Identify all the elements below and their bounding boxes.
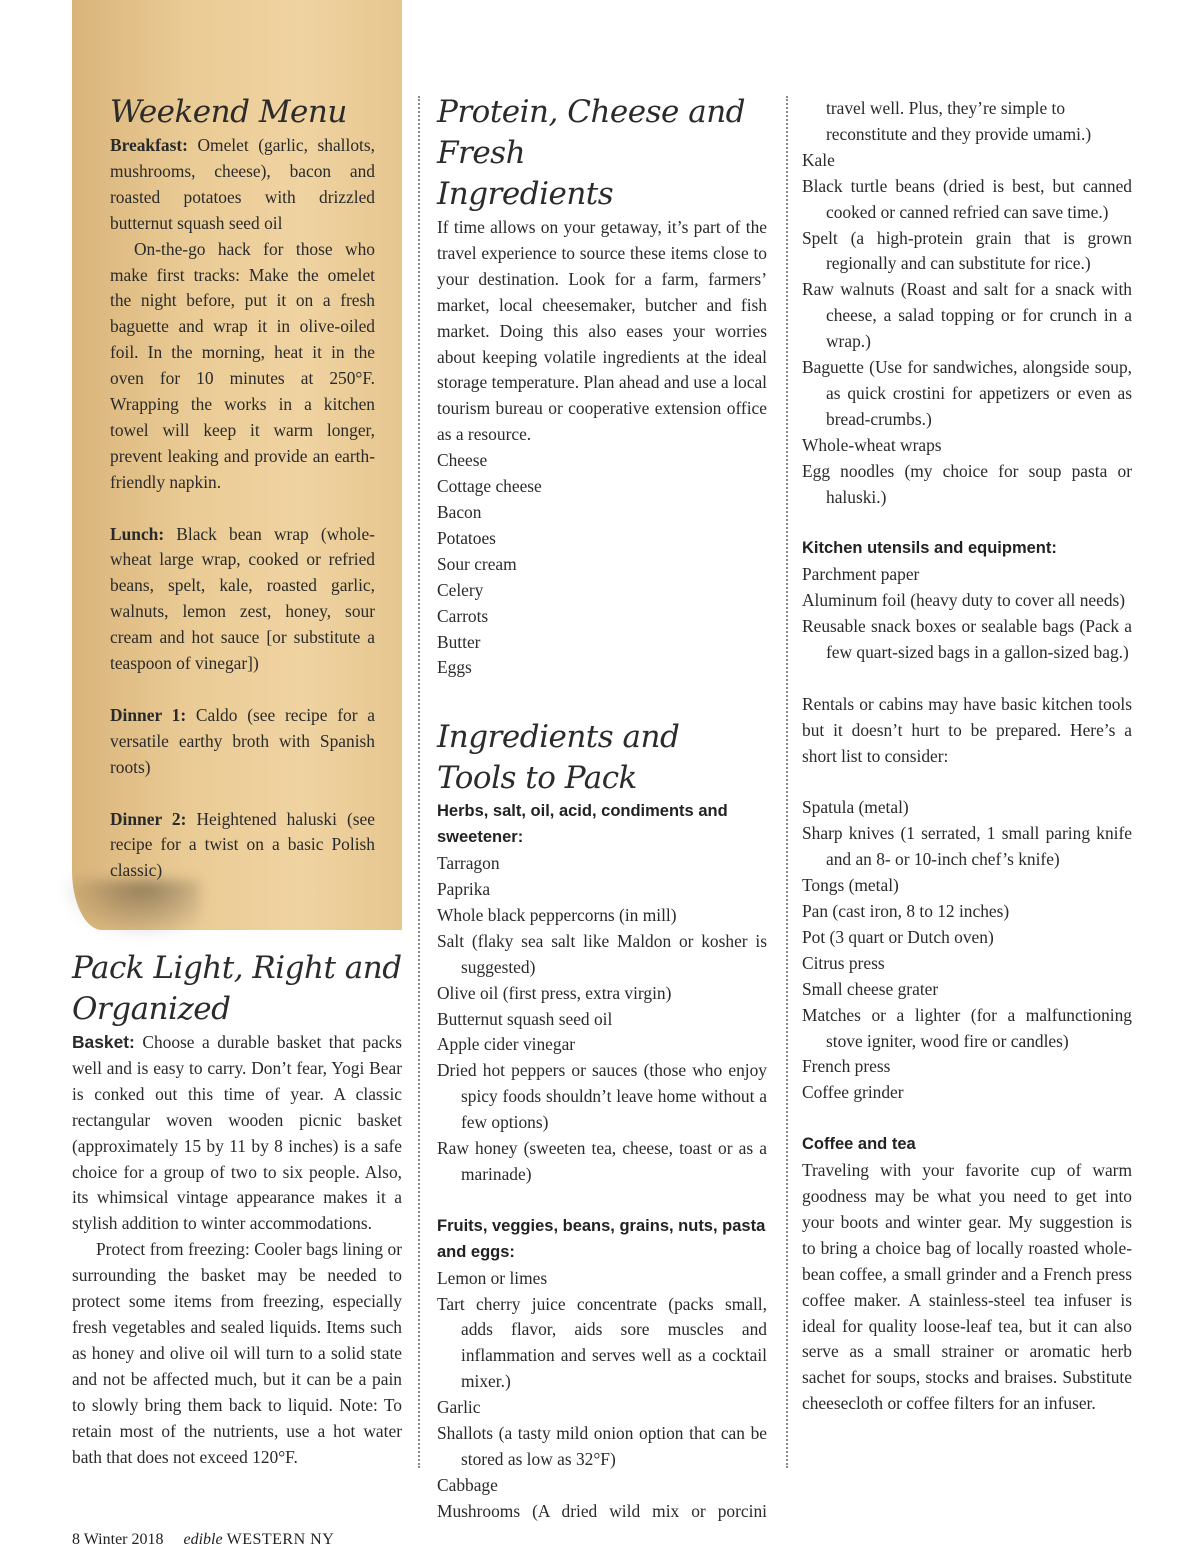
list-item: Sour cream: [437, 553, 517, 574]
list-item: Eggs: [437, 657, 472, 678]
list-item: Black turtle beans (dried is best, but canned cooked or canned refried can save time.): [802, 175, 1132, 222]
breakfast-hack-paragraph: On-the-go hack for those who make first tracks: Make the omelet the night before, put it on a fresh baguette and wrap it in olive-oiled foil. In the morning, heat it in the oven for 10 minutes at 250°F. Wrapping the works in a kitchen towel will keep it warm longer, prevent leaking and provide an earth-friendly napkin.: [110, 238, 375, 492]
list-item: Tongs (metal): [802, 875, 899, 896]
lunch-label: Lunch:: [110, 523, 165, 544]
list-item: Whole black peppercorns (in mill): [437, 904, 677, 925]
fruits-list-part2: [802, 148, 1132, 511]
pack-light-title-line2: Organized: [72, 991, 231, 1027]
list-item: Carrots: [437, 605, 489, 626]
list-item: Egg noodles (my choice for soup pasta or haluski.): [802, 460, 1132, 507]
list-item: Spelt (a high-protein grain that is grown regionally and can substitute for rice.): [802, 227, 1132, 274]
list-item: Cheese: [437, 450, 488, 471]
list-item: Cabbage: [437, 1474, 498, 1495]
list-item: Cottage cheese: [437, 476, 542, 497]
lunch-paragraph: [110, 522, 375, 677]
dinner1-label: Dinner 1:: [110, 704, 187, 725]
brand-name: WESTERN NY: [226, 1531, 335, 1548]
freezing-paragraph: Protect from freezing: Cooler bags lining or surrounding the basket may be needed to protect some items from freezing, especially fresh vegetables and sealed liquids. Items such as honey and olive oil will turn to a solid state and not be affected much, but it can be a pain to slowly bring them back to liquid. Note: To retain most of the nutrients, use a hot water bath that does not exceed 120°F.: [72, 1239, 402, 1467]
sticky-note-shadow: [60, 880, 200, 940]
coffee-heading: Coffee and tea: [802, 1135, 916, 1154]
list-item: Bacon: [437, 501, 482, 522]
middle-column: [437, 92, 767, 1525]
list-item: Pot (3 quart or Dutch oven): [802, 926, 994, 947]
list-item: Kale: [802, 149, 835, 170]
page-footer: [72, 1530, 334, 1550]
basket-paragraph: [72, 1030, 402, 1237]
list-item: Butternut squash seed oil: [437, 1008, 613, 1029]
list-item: Salt (flaky sea salt like Maldon or kosher is suggested): [437, 930, 767, 977]
mushrooms-item-continued: travel well. Plus, they’re simple to reconstitute and they provide umami.): [826, 98, 1092, 144]
dinner1-paragraph: [110, 703, 375, 781]
dinner1-text: Caldo (see recipe for a versatile earthy broth with Spanish roots): [110, 704, 375, 777]
list-item: Coffee grinder: [802, 1082, 904, 1103]
weekend-menu-section: [110, 92, 375, 884]
list-item: Small cheese grater: [802, 978, 939, 999]
brand-edible: edible: [183, 1531, 223, 1548]
pack-light-section: [72, 948, 402, 1470]
fruits-list-part1: [437, 1266, 767, 1525]
list-item: Shallots (a tasty mild onion option that can be stored as low as 32°F): [437, 1423, 767, 1469]
dinner2-text: Heightened haluski (see recipe for a twist on a basic Polish classic): [110, 808, 375, 881]
basket-label: Basket:: [72, 1032, 135, 1052]
list-item: Sharp knives (1 serrated, 1 small paring knife and an 8- or 10-inch chef’s knife): [802, 823, 1132, 870]
page-info: 8 Winter 2018: [72, 1531, 164, 1548]
list-item: Parchment paper: [802, 564, 920, 585]
herbs-list: [437, 851, 767, 1188]
rentals-paragraph: Rentals or cabins may have basic kitchen tools but it doesn’t hurt to be prepared. Here’s a short list to consider:: [802, 693, 1132, 766]
lunch-text: Black bean wrap (whole-wheat large wrap, cooked or refried beans, spelt, kale, roasted garlic, walnuts, lemon zest, honey, sour cream and hot sauce [or substitute a teaspoon of vinegar]): [110, 523, 375, 674]
list-item: Potatoes: [437, 527, 496, 548]
basket-text: Choose a durable basket that packs well and is easy to carry. Don’t fear, Yogi Bear is conked out this time of year. A classic rectangular woven wooden picnic basket (approximately 15 by 11 by 8 inches) is a safe choice for a group of two to six people. Also, its whimsical vintage appearance makes it a stylish addition to winter accommodations.: [72, 1032, 402, 1234]
pack-light-title-line1: Pack Light, Right and: [72, 950, 402, 986]
kitchen-heading: Kitchen utensils and equipment:: [802, 539, 1057, 558]
list-item: Spatula (metal): [802, 797, 909, 818]
protein-list: [437, 448, 767, 681]
list-item: Baguette (Use for sandwiches, alongside soup, as quick crostini for appetizers or even as bread-crumbs.): [802, 357, 1132, 429]
list-item: Butter: [437, 631, 481, 652]
kitchen-list: [802, 562, 1132, 666]
list-item: Aluminum foil (heavy duty to cover all needs): [802, 590, 1126, 611]
list-item: Lemon or limes: [437, 1267, 548, 1288]
list-item: Dried hot peppers or sauces (those who enjoy spicy foods shouldn’t leave home without a few options): [437, 1060, 767, 1133]
dinner2-paragraph: [110, 807, 375, 885]
list-item: Tarragon: [437, 853, 500, 874]
tools-list: [802, 795, 1132, 1106]
right-column: [802, 96, 1132, 1417]
list-item: Raw walnuts (Roast and salt for a snack with cheese, a salad topping or for crunch in a wrap.): [802, 279, 1132, 352]
list-item: Garlic: [437, 1397, 481, 1418]
list-item: Matches or a lighter (for a malfunctioning stove igniter, wood fire or candles): [802, 1004, 1132, 1051]
breakfast-text: Omelet (garlic, shallots, mushrooms, cheese), bacon and roasted potatoes with drizzled butternut squash seed oil: [110, 135, 375, 233]
mushrooms-item-start: Mushrooms (A dried wild mix or porcini: [437, 1500, 767, 1521]
fruits-heading: Fruits, veggies, beans, grains, nuts, pasta and eggs:: [437, 1216, 766, 1261]
column-divider: [418, 96, 420, 1468]
list-item: Olive oil (first press, extra virgin): [437, 982, 672, 1003]
list-item: Paprika: [437, 879, 491, 900]
herbs-heading: Herbs, salt, oil, acid, condiments and sweetener:: [437, 802, 728, 847]
list-item: Raw honey (sweeten tea, cheese, toast or as a marinade): [437, 1138, 767, 1184]
protein-intro: If time allows on your getaway, it’s part of the travel experience to source these items close to your destination. Look for a farm, farmers’ market, local cheesemaker, butcher and fish market. Doing this also eases your worries about keeping volatile ingredients at the ideal storage temperature. Plan ahead and use a local tourism bureau or cooperative extension office as a resource.: [437, 217, 767, 445]
column-divider: [786, 96, 788, 1468]
coffee-paragraph: Traveling with your favorite cup of warm goodness may be what you need to get into your boots and winter gear. My suggestion is to bring a choice bag of locally roasted whole-bean coffee, a small grinder and a French press coffee maker. A stainless-steel tea infuser is ideal for quality loose-leaf tea, but it can also serve as a small strainer or aromatic herb sachet for soups, stocks and braises. Substitute cheesecloth or coffee filters for an infuser.: [802, 1160, 1132, 1414]
list-item: Reusable snack boxes or sealable bags (Pack a few quart-sized bags in a gallon-sized bag.): [802, 616, 1132, 663]
weekend-menu-title: Weekend Menu: [110, 94, 347, 130]
protein-title-line1: Protein, Cheese and Fresh: [437, 94, 746, 171]
list-item: Citrus press: [802, 952, 885, 973]
dinner2-label: Dinner 2:: [110, 808, 187, 829]
list-item: Celery: [437, 579, 484, 600]
list-item: French press: [802, 1056, 891, 1077]
list-item: Pan (cast iron, 8 to 12 inches): [802, 901, 1010, 922]
list-item: Apple cider vinegar: [437, 1034, 576, 1055]
list-item: Whole-wheat wraps: [802, 434, 942, 455]
breakfast-paragraph: [110, 133, 375, 237]
list-item: Tart cherry juice concentrate (packs small, adds flavor, aids sore muscles and inflammation and serves well as a cocktail mixer.): [437, 1293, 767, 1392]
pack-list-title: Ingredients and Tools to Pack: [437, 719, 680, 797]
protein-title-line2: Ingredients: [437, 176, 614, 212]
breakfast-label: Breakfast:: [110, 135, 188, 155]
